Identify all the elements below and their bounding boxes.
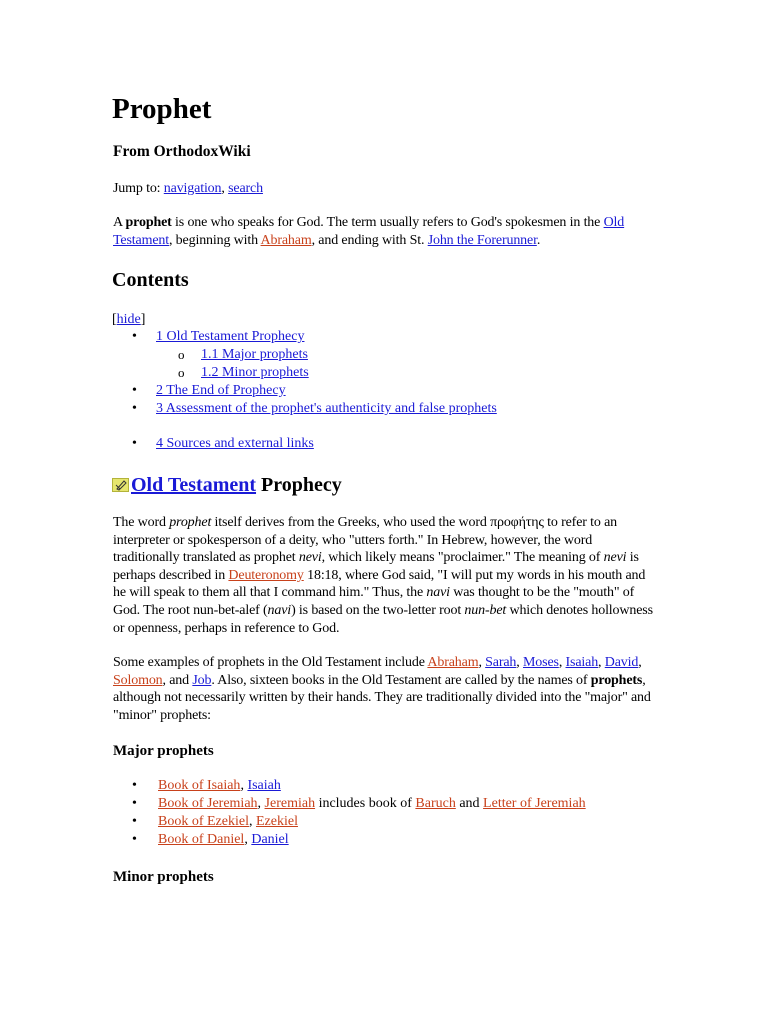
list-item [158, 795, 586, 813]
daniel-link[interactable]: Daniel [251, 832, 289, 847]
list-item [158, 813, 298, 831]
text: , although not necessarily written by their hands. They are traditionally divided into the "major" and "minor" prophets: [113, 672, 651, 723]
intro-text: , beginning with [168, 232, 261, 248]
italic-term: navi [426, 585, 450, 601]
abraham-link[interactable]: Abraham [427, 655, 479, 670]
bullet-icon: • [132, 329, 137, 344]
text: is perhaps described in [113, 550, 639, 583]
section-old-testament-link[interactable]: Old Testament [131, 474, 257, 496]
paragraph-examples [113, 654, 658, 724]
list-item [158, 777, 281, 795]
bullet-icon: • [132, 383, 137, 398]
text: , [244, 832, 252, 847]
bullet-icon: • [132, 436, 137, 451]
text: , [638, 655, 642, 670]
text: , [558, 655, 566, 670]
text: , [240, 778, 248, 793]
text: ) is based on the two-letter root [291, 602, 465, 618]
job-link[interactable]: Job [192, 672, 212, 688]
bracket: ] [140, 312, 146, 327]
text: The word [113, 515, 170, 530]
jump-search-link[interactable]: search [228, 181, 263, 196]
italic-term: prophet [169, 515, 212, 530]
section-heading-old-testament-prophecy [112, 472, 342, 498]
toc-item[interactable]: 1 Old Testament Prophecy [156, 329, 305, 344]
intro-paragraph [113, 214, 658, 249]
circle-bullet-icon: o [178, 347, 185, 362]
italic-term: navi [267, 602, 292, 618]
bullet-icon: • [132, 796, 137, 811]
text: , [516, 655, 523, 670]
text: , and [162, 672, 193, 688]
page-title: Prophet [112, 93, 212, 125]
text: includes book of [315, 796, 416, 811]
letter-of-jeremiah-link[interactable]: Letter of Jeremiah [483, 796, 586, 811]
intro-bold: prophet [125, 215, 172, 230]
text: and [455, 796, 484, 811]
text: , [257, 796, 265, 811]
toc-item[interactable]: 1.1 Major prophets [201, 347, 308, 362]
solomon-link[interactable]: Solomon [113, 672, 163, 688]
sarah-link[interactable]: Sarah [485, 655, 517, 670]
baruch-link[interactable]: Baruch [415, 796, 456, 811]
text: Some examples of prophets in the Old Testament include [113, 655, 428, 670]
jump-to [113, 180, 658, 198]
book-of-daniel-link[interactable]: Book of Daniel [158, 832, 245, 847]
toc-item[interactable]: 1.2 Minor prophets [201, 365, 309, 380]
edit-section-icon[interactable] [112, 478, 129, 492]
text: itself derives from the Greeks, who used the word προφήτης to refer to an interpreter or spokesperson of a deity, who "utters forth." In Hebrew, however, the word traditionally translated as prophet [113, 515, 617, 566]
toc-item[interactable]: 3 Assessment of the prophet's authenticity and false prophets [156, 401, 497, 416]
intro-text: A [113, 215, 126, 230]
jump-sep: , [221, 181, 229, 196]
italic-term: nevi [298, 550, 322, 566]
book-of-isaiah-link[interactable]: Book of Isaiah [158, 778, 241, 793]
text: , which likely means "proclaimer." The meaning of [321, 550, 604, 566]
list-item [158, 831, 289, 849]
intro-text: , and ending with St. [311, 232, 428, 248]
old-testament-link[interactable]: Old Testament [113, 215, 625, 248]
major-prophets-heading: Major prophets [113, 743, 214, 759]
text: . Also, sixteen books in the Old Testament are called by the names of [211, 672, 591, 688]
text: , [478, 655, 486, 670]
intro-text: . [536, 232, 541, 248]
minor-prophets-heading: Minor prophets [113, 869, 214, 885]
jump-navigation-link[interactable]: navigation [163, 181, 222, 196]
isaiah-link[interactable]: Isaiah [565, 655, 599, 670]
site-subtitle: From OrthodoxWiki [113, 143, 251, 160]
bullet-icon: • [132, 832, 137, 847]
contents-heading: Contents [112, 269, 189, 291]
text: which denotes hollowness or openness, perhaps in reference to God. [113, 602, 653, 636]
text: , [248, 814, 256, 829]
toc-hide-toggle [112, 311, 145, 329]
moses-link[interactable]: Moses [523, 655, 559, 670]
ezekiel-link[interactable]: Ezekiel [255, 814, 298, 829]
isaiah-link[interactable]: Isaiah [247, 778, 281, 793]
bold-term: prophets [590, 672, 643, 688]
book-of-ezekiel-link[interactable]: Book of Ezekiel [158, 814, 249, 829]
abraham-link[interactable]: Abraham [260, 232, 312, 248]
david-link[interactable]: David [604, 655, 639, 670]
italic-term: nevi [603, 550, 627, 566]
intro-text: is one who speaks for God. The term usually refers to God's spokesmen in the [171, 215, 604, 230]
deuteronomy-link[interactable]: Deuteronomy [228, 567, 304, 583]
bracket: [ [112, 312, 117, 327]
paragraph-etymology [113, 514, 658, 637]
book-of-jeremiah-link[interactable]: Book of Jeremiah [158, 796, 258, 811]
toc-hide-link[interactable]: hide [116, 312, 141, 327]
toc-item[interactable]: 4 Sources and external links [156, 436, 314, 451]
italic-term: nun-bet [464, 602, 507, 618]
toc-item[interactable]: 2 The End of Prophecy [156, 383, 286, 398]
john-forerunner-link[interactable]: John the Forerunner [427, 232, 537, 248]
jump-label: Jump to: [113, 181, 164, 196]
text: was thought to be the "mouth" of God. The root nun-bet-alef ( [113, 585, 635, 618]
section-heading-text: Prophecy [256, 474, 342, 496]
text: 18:18, where God said, "I will put my words in his mouth and he will speak to them all that I command him." Thus, the [113, 567, 646, 601]
circle-bullet-icon: o [178, 365, 185, 380]
bullet-icon: • [132, 401, 137, 416]
text: , [598, 655, 605, 670]
bullet-icon: • [132, 778, 137, 793]
bullet-icon: • [132, 814, 137, 829]
jeremiah-link[interactable]: Jeremiah [264, 796, 316, 811]
